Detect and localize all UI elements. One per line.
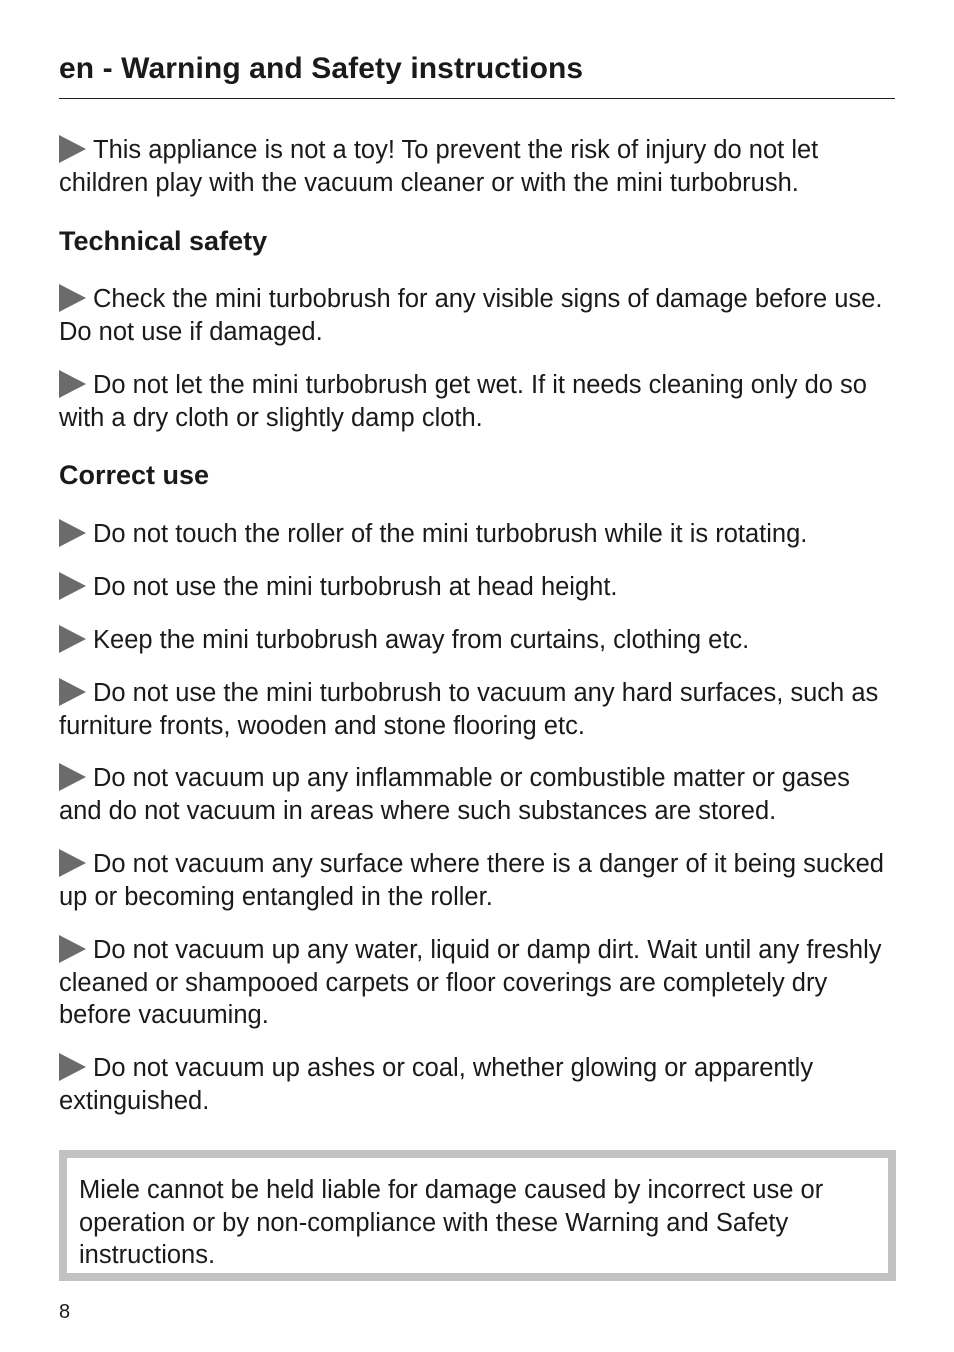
warning-text: This appliance is not a toy! To prevent the risk of injury do not let children play with the vacuum cleaner or with the mini turbobrush. bbox=[59, 136, 819, 197]
warning-text: Do not use the mini turbobrush at head height. bbox=[93, 573, 618, 601]
page-number: 8 bbox=[59, 1301, 71, 1323]
warning-text: Keep the mini turbobrush away from curtains, clothing etc. bbox=[93, 626, 750, 654]
warning-text: Do not let the mini turbobrush get wet. If it needs cleaning only do so with a dry cloth or slightly damp cloth. bbox=[59, 371, 867, 432]
warning-text: Do not touch the roller of the mini turbobrush while it is rotating. bbox=[93, 520, 808, 548]
triangle-right-icon bbox=[59, 625, 86, 653]
liability-note-box bbox=[59, 1150, 896, 1281]
triangle-right-icon bbox=[59, 1053, 86, 1081]
warning-text: Do not vacuum up any water, liquid or damp dirt. Wait until any freshly cleaned or shampooed carpets or floor coverings are completely dry before vacuuming. bbox=[59, 936, 882, 1029]
warning-text: Do not vacuum any surface where there is a danger of it being sucked up or becoming entangled in the roller. bbox=[59, 850, 884, 911]
warning-item bbox=[59, 1052, 899, 1117]
warning-item bbox=[59, 369, 899, 434]
section-heading-technical-safety: Technical safety bbox=[59, 226, 268, 256]
warning-text: Do not vacuum up any inflammable or combustible matter or gases and do not vacuum in areas where such substances are stored. bbox=[59, 764, 850, 825]
liability-note-text: Miele cannot be held liable for damage caused by incorrect use or operation or by non-compliance with these Warning and Safety instructions. bbox=[79, 1176, 824, 1269]
warning-item bbox=[59, 518, 899, 551]
triangle-right-icon bbox=[59, 572, 86, 600]
warning-item bbox=[59, 762, 899, 827]
warning-text: Check the mini turbobrush for any visible signs of damage before use. Do not use if damaged. bbox=[59, 285, 883, 346]
warning-text: Do not vacuum up ashes or coal, whether glowing or apparently extinguished. bbox=[59, 1054, 814, 1115]
triangle-right-icon bbox=[59, 763, 86, 791]
warning-item bbox=[59, 677, 899, 742]
warning-item bbox=[59, 283, 899, 348]
triangle-right-icon bbox=[59, 135, 86, 163]
triangle-right-icon bbox=[59, 519, 86, 547]
header-divider bbox=[59, 98, 895, 99]
triangle-right-icon bbox=[59, 678, 86, 706]
warning-text: Do not use the mini turbobrush to vacuum any hard surfaces, such as furniture fronts, wooden and stone flooring etc. bbox=[59, 679, 879, 740]
warning-item bbox=[59, 624, 899, 657]
page-title: en - Warning and Safety instructions bbox=[59, 52, 584, 85]
warning-item bbox=[59, 934, 899, 1032]
triangle-right-icon bbox=[59, 370, 86, 398]
warning-item bbox=[59, 848, 899, 913]
triangle-right-icon bbox=[59, 284, 86, 312]
section-heading-correct-use: Correct use bbox=[59, 460, 210, 490]
warning-item bbox=[59, 571, 899, 604]
warning-item bbox=[59, 134, 899, 199]
triangle-right-icon bbox=[59, 849, 86, 877]
triangle-right-icon bbox=[59, 935, 86, 963]
